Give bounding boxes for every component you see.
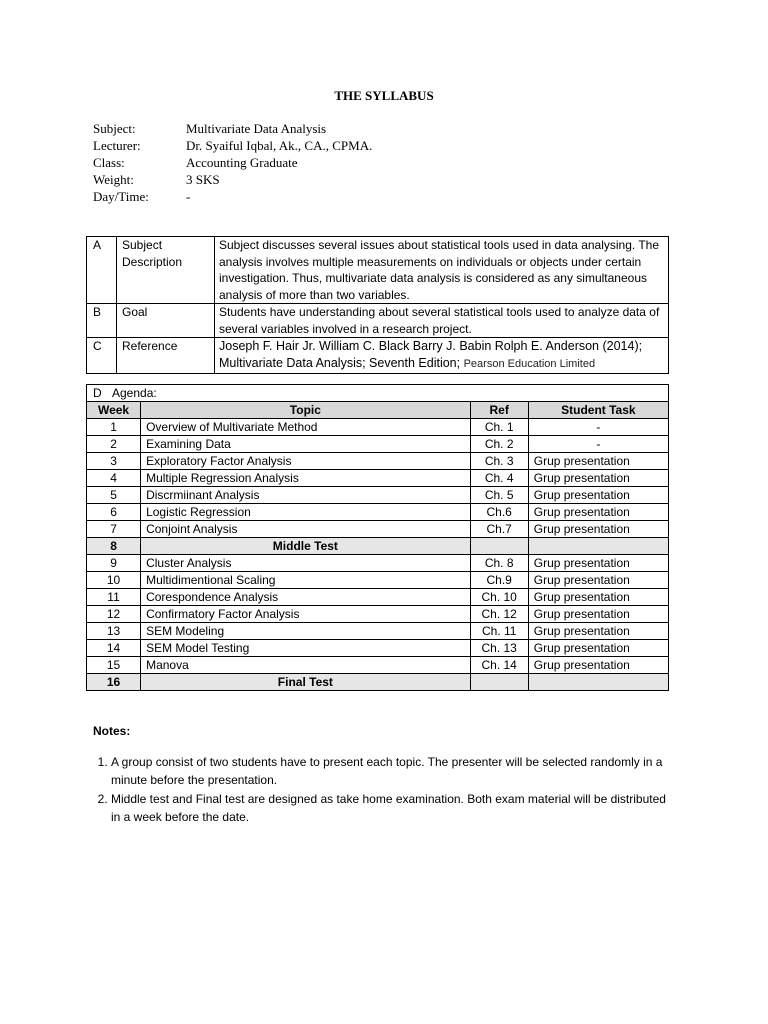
schedule-row (87, 470, 669, 487)
schedule-exam-row (87, 674, 669, 691)
notes-list (93, 753, 673, 827)
reference-citation: Joseph F. Hair Jr. William C. Black Barry J. Babin Rolph E. Anderson (2014); Multivariate Data Analysis; Seventh Edition; (219, 339, 643, 370)
topic-cell: Corespondence Analysis (141, 589, 471, 606)
header-topic: Topic (141, 402, 471, 419)
agenda-letter: D (93, 386, 102, 400)
topic-cell: SEM Model Testing (141, 640, 471, 657)
meta-label: Day/Time: (93, 189, 149, 204)
task-cell: Grup presentation (528, 657, 668, 674)
topic-cell: Exploratory Factor Analysis (141, 453, 471, 470)
course-meta (93, 120, 372, 205)
schedule-row (87, 504, 669, 521)
notes-title: Notes: (93, 724, 131, 738)
ref-cell (470, 538, 528, 555)
schedule-header-row (87, 402, 669, 419)
meta-class (93, 154, 372, 171)
meta-label: Weight: (93, 172, 134, 187)
task-cell: Grup presentation (528, 640, 668, 657)
topic-cell: Middle Test (141, 538, 471, 555)
ref-cell: Ch. 3 (470, 453, 528, 470)
week-cell: 7 (87, 521, 141, 538)
meta-value: Accounting Graduate (186, 155, 298, 170)
week-cell: 10 (87, 572, 141, 589)
task-cell: Grup presentation (528, 623, 668, 640)
agenda-row (86, 384, 669, 401)
info-letter: B (87, 304, 117, 338)
week-cell: 8 (87, 538, 141, 555)
task-cell: Grup presentation (528, 487, 668, 504)
info-content: Subject discusses several issues about statistical tools used in data analysing. The analysis involves multiple measurements on individuals or objects under certain investigation. Thus, multivariate data analysis is considered as any simultaneous analysis of more than two variables. (215, 237, 669, 304)
topic-cell: Overview of Multivariate Method (141, 419, 471, 436)
agenda-label: Agenda: (112, 386, 157, 400)
meta-value: - (186, 189, 191, 204)
schedule-table (86, 401, 669, 691)
page-title: THE SYLLABUS (334, 88, 434, 103)
ref-cell: Ch.6 (470, 504, 528, 521)
topic-cell: Multiple Regression Analysis (141, 470, 471, 487)
schedule-row (87, 589, 669, 606)
ref-cell: Ch. 5 (470, 487, 528, 504)
course-info-table (86, 236, 669, 374)
info-row-description (87, 237, 669, 304)
week-cell: 13 (87, 623, 141, 640)
schedule-row (87, 521, 669, 538)
notes-section (93, 722, 673, 827)
task-cell: Grup presentation (528, 504, 668, 521)
topic-cell: SEM Modeling (141, 623, 471, 640)
ref-cell: Ch. 13 (470, 640, 528, 657)
schedule-row (87, 487, 669, 504)
week-cell: 6 (87, 504, 141, 521)
schedule-body (87, 419, 669, 691)
reference-publisher: Pearson Education Limited (463, 358, 596, 370)
schedule-row (87, 572, 669, 589)
week-cell: 2 (87, 436, 141, 453)
meta-value: Dr. Syaiful Iqbal, Ak., CA., CPMA. (186, 138, 373, 153)
topic-cell: Cluster Analysis (141, 555, 471, 572)
meta-subject (93, 120, 372, 137)
schedule-row (87, 436, 669, 453)
week-cell: 9 (87, 555, 141, 572)
ref-cell: Ch. 4 (470, 470, 528, 487)
meta-value: 3 SKS (186, 172, 220, 187)
meta-label: Lecturer: (93, 138, 141, 153)
meta-lecturer (93, 137, 372, 154)
meta-label: Subject: (93, 121, 136, 136)
ref-cell: Ch. 10 (470, 589, 528, 606)
topic-cell: Multidimentional Scaling (141, 572, 471, 589)
meta-value: Multivariate Data Analysis (186, 121, 327, 136)
task-cell: Grup presentation (528, 606, 668, 623)
week-cell: 4 (87, 470, 141, 487)
week-cell: 11 (87, 589, 141, 606)
ref-cell (470, 674, 528, 691)
info-label: Reference (117, 338, 215, 374)
topic-cell: Final Test (141, 674, 471, 691)
task-cell: Grup presentation (528, 589, 668, 606)
schedule-row (87, 606, 669, 623)
schedule-row (87, 419, 669, 436)
ref-cell: Ch. 11 (470, 623, 528, 640)
schedule-row (87, 453, 669, 470)
week-cell: 16 (87, 674, 141, 691)
week-cell: 12 (87, 606, 141, 623)
topic-cell: Examining Data (141, 436, 471, 453)
header-week: Week (87, 402, 141, 419)
ref-cell: Ch. 2 (470, 436, 528, 453)
ref-cell: Ch.7 (470, 521, 528, 538)
topic-cell: Discrmiinant Analysis (141, 487, 471, 504)
ref-cell: Ch. 14 (470, 657, 528, 674)
header-ref: Ref (470, 402, 528, 419)
schedule-exam-row (87, 538, 669, 555)
info-row-reference (87, 338, 669, 374)
task-cell (528, 674, 668, 691)
week-cell: 14 (87, 640, 141, 657)
info-letter: C (87, 338, 117, 374)
task-cell: Grup presentation (528, 470, 668, 487)
topic-cell: Manova (141, 657, 471, 674)
info-content: Students have understanding about several statistical tools used to analyze data of several variables involved in a research project. (215, 304, 669, 338)
task-cell: Grup presentation (528, 572, 668, 589)
info-row-goal (87, 304, 669, 338)
schedule-row (87, 555, 669, 572)
header-task: Student Task (528, 402, 668, 419)
ref-cell: Ch. 12 (470, 606, 528, 623)
ref-cell: Ch. 1 (470, 419, 528, 436)
info-label: Subject Description (117, 237, 215, 304)
topic-cell: Logistic Regression (141, 504, 471, 521)
info-letter: A (87, 237, 117, 304)
topic-cell: Confirmatory Factor Analysis (141, 606, 471, 623)
info-content (215, 338, 669, 374)
schedule-row (87, 623, 669, 640)
task-cell: - (528, 436, 668, 453)
week-cell: 5 (87, 487, 141, 504)
ref-cell: Ch.9 (470, 572, 528, 589)
task-cell (528, 538, 668, 555)
meta-weight (93, 171, 372, 188)
info-label: Goal (117, 304, 215, 338)
meta-daytime (93, 188, 372, 205)
week-cell: 15 (87, 657, 141, 674)
task-cell: Grup presentation (528, 521, 668, 538)
schedule-row (87, 640, 669, 657)
topic-cell: Conjoint Analysis (141, 521, 471, 538)
meta-label: Class: (93, 155, 125, 170)
note-item: 1. A group consist of two students have to present each topic. The presenter will be selected randomly in a minute before the presentation. (111, 753, 673, 790)
task-cell: Grup presentation (528, 453, 668, 470)
task-cell: - (528, 419, 668, 436)
schedule-row (87, 657, 669, 674)
week-cell: 1 (87, 419, 141, 436)
note-item: 2. Middle test and Final test are designed as take home examination. Both exam material will be distributed in a week before the date. (111, 790, 673, 827)
ref-cell: Ch. 8 (470, 555, 528, 572)
week-cell: 3 (87, 453, 141, 470)
task-cell: Grup presentation (528, 555, 668, 572)
